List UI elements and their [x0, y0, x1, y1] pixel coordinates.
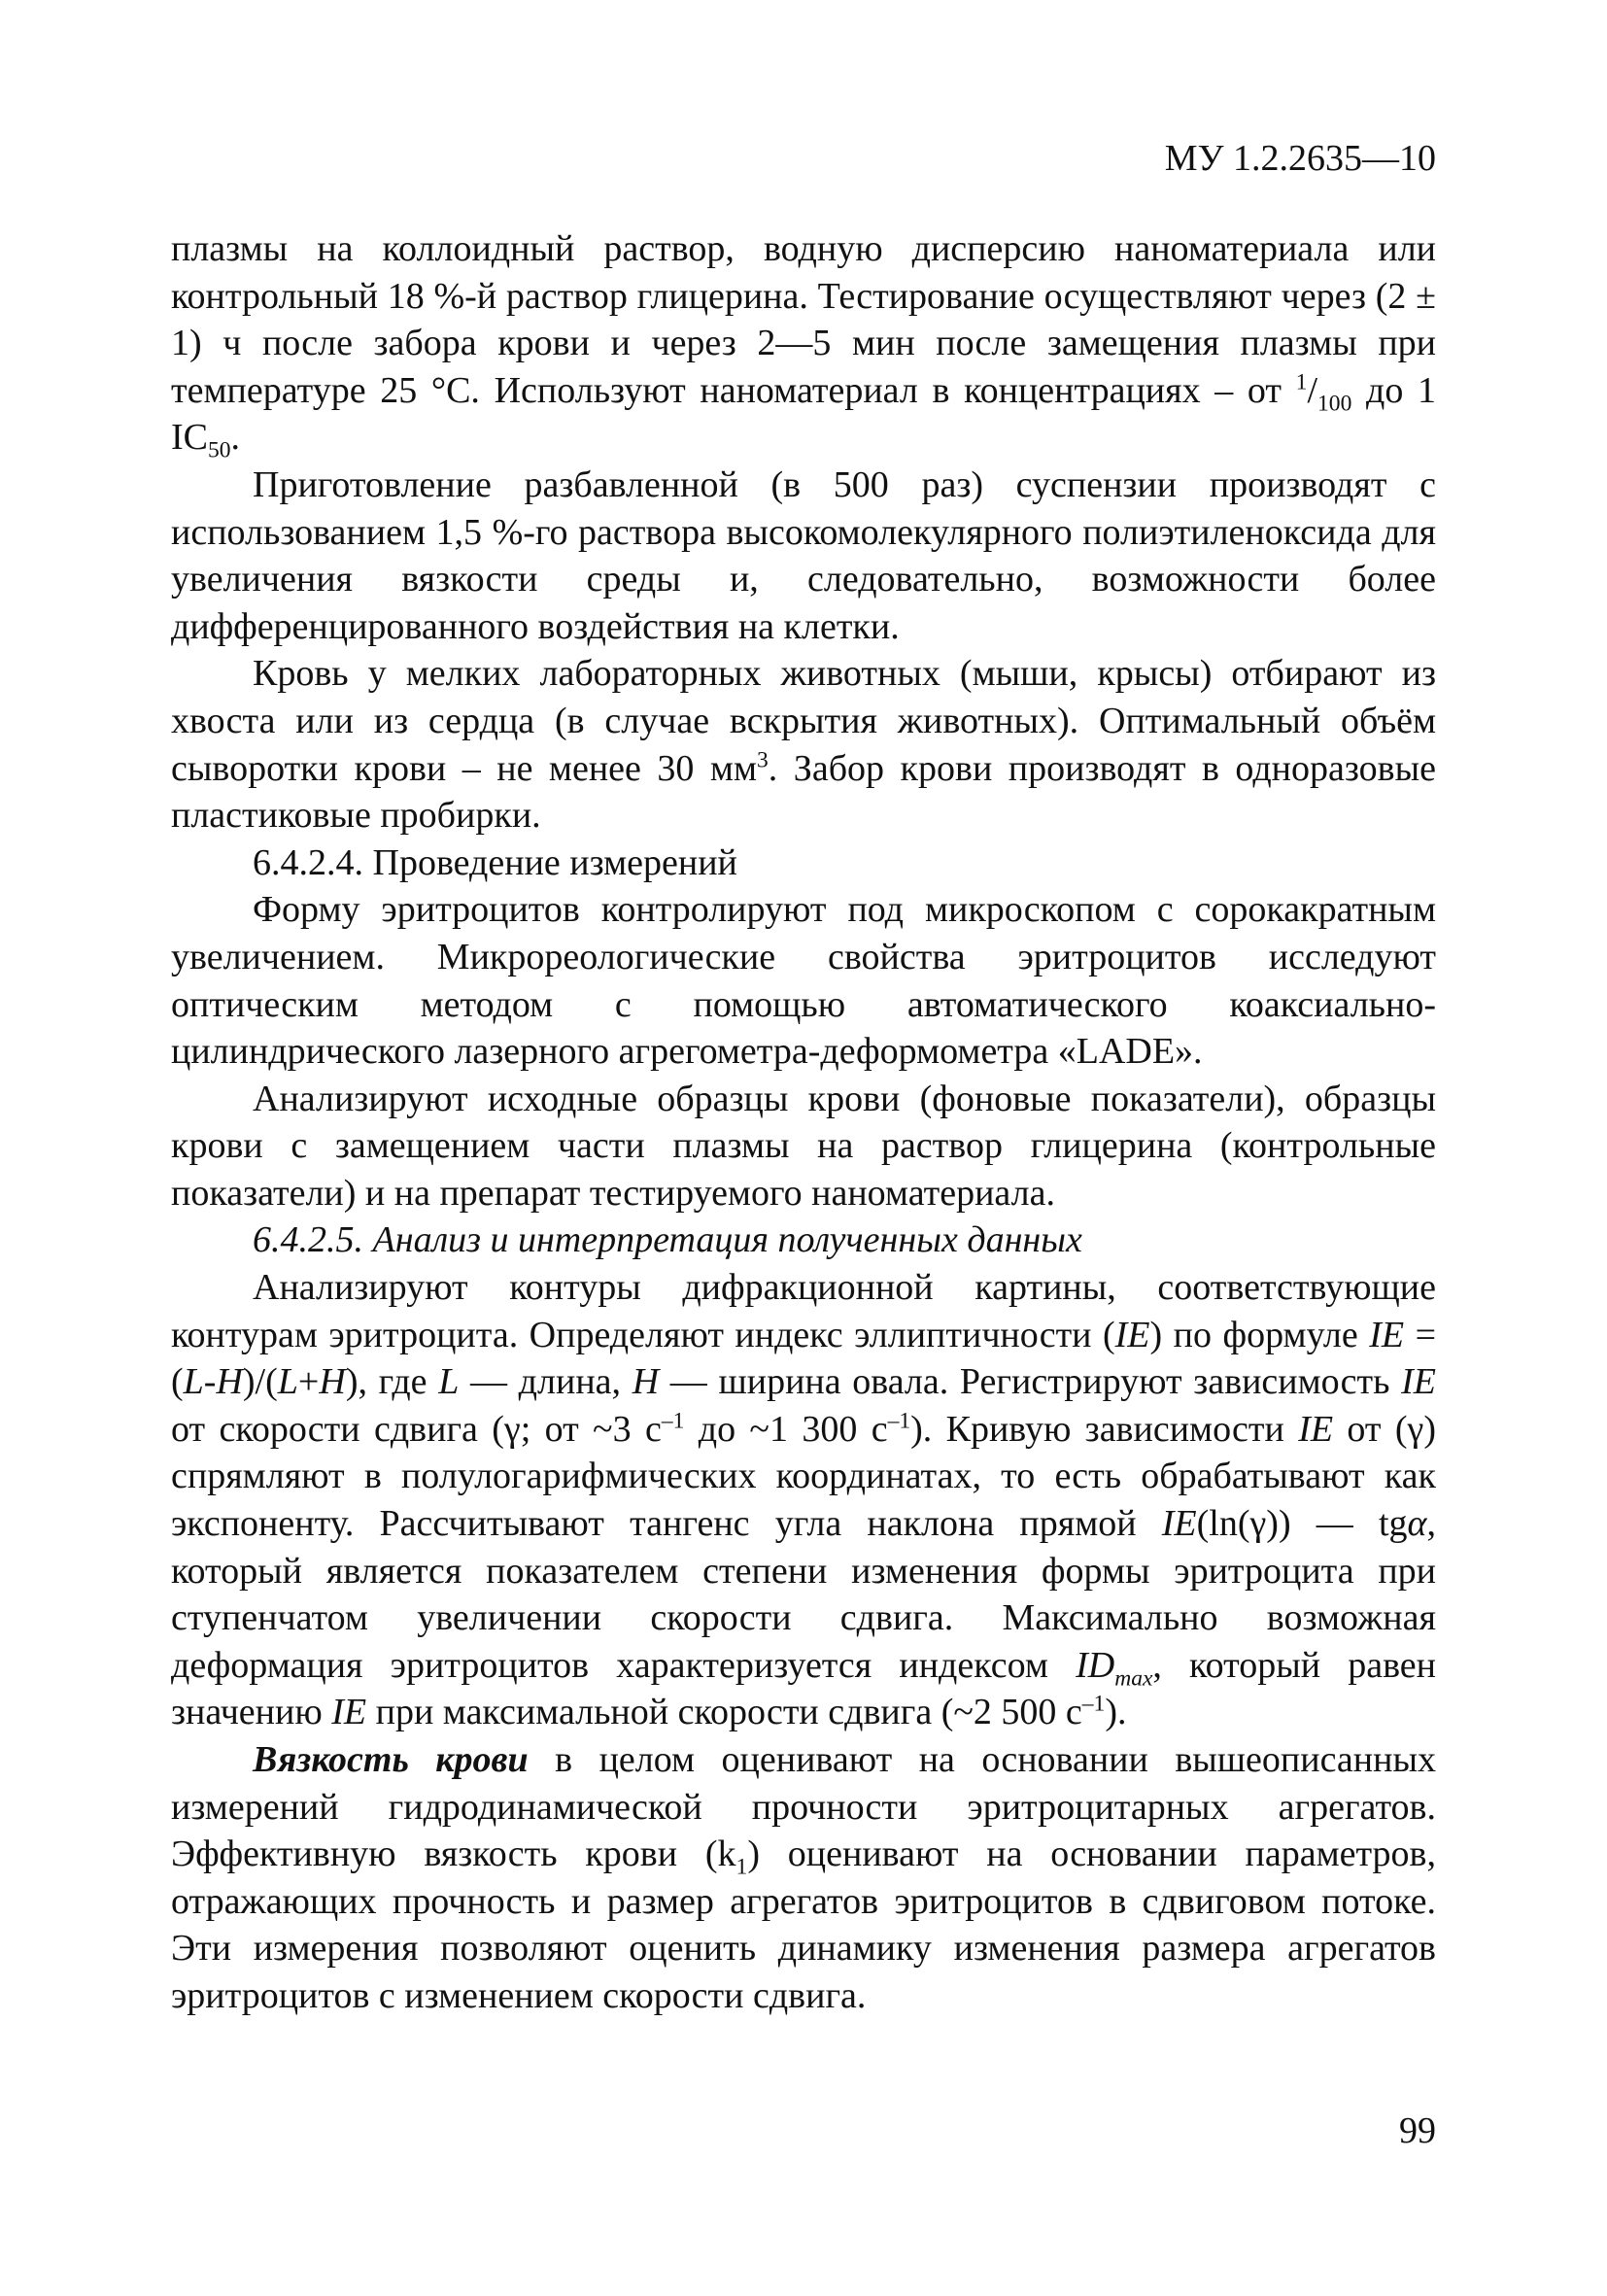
page-number: 99	[1399, 2110, 1436, 2151]
paragraph-blood-sampling: Кровь у мелких лабораторных животных (мыши, крысы) отбирают из хвоста или из сердца (в случае вскрытия животных). Оптимальный объём сыворотки крови – не менее 30 $мм^3$. Забор крови производят в одноразовые пластиковые пробирки.	[171, 653, 1436, 837]
section-heading-measurements: 6.4.2.4. Проведение измерений	[253, 841, 737, 883]
document-id-header: МУ 1.2.2635—10	[1164, 138, 1436, 179]
paragraph-samples-analysis: Анализируют исходные образцы крови (фоновые показатели), образцы крови с замещением части плазмы на раствор глицерина (контрольные показатели) и на препарат тестируемого наноматериала.	[171, 1078, 1436, 1214]
body-text	[171, 225, 1436, 2020]
paragraph-plasma-replacement: плазмы на коллоидный раствор, водную дисперсию наноматериала или контрольный 18 %-й раствор глицерина. Тестирование осуществляют через (2 ± 1) ч после забора крови и через 2—5 мин после замещения плазмы при температуре 25 °С. Используют наноматериал в концентрациях – от $^1/_{100}$ до 1 $IC_{50}$.	[171, 228, 1436, 463]
paragraph-blood-viscosity: Вязкость крови в целом оценивают на основании вышеописанных измерений гидродинамической прочности эритроцитарных агрегатов. Эффективную вязкость крови $(k_1)$ оценивают на основании параметров, отражающих прочность и размер агрегатов эритроцитов в сдвиговом потоке. Эти измерения позволяют оценить динамику изменения размера агрегатов эритроцитов с изменением скорости сдвига.	[171, 1739, 1436, 2016]
paragraph-ellipticity-index: Анализируют контуры дифракционной картины, соответствующие контурам эритроцита. Определяют индекс эллиптичности (IE) по формуле IE = (L-H)/(L+H), где L — длина, H — ширина овала. Регистрируют зависимость IE от скорости сдвига (γ; от ~3 $с^{-1}$ до ~1 300 $с^{-1}$). Кривую зависимости IE от (γ) спрямляют в полулогарифмических координатах, то есть обрабатывают как экспоненту. Рассчитывают тангенс угла наклона прямой IE(ln(γ)) — tgα, который является показателем степени изменения формы эритроцита при ступенчатом увеличении скорости сдвига. Максимально возможная деформация эритроцитов характеризуется индексом $ID_{max}$, который равен значению IE при максимальной скорости сдвига (~2 500 $с^{-1}$).	[171, 1267, 1437, 1733]
paragraph-suspension-preparation: Приготовление разбавленной (в 500 раз) суспензии производят с использованием 1,5 %-го раствора высокомолекулярного полиэтиленоксида для увеличения вязкости среды и, следовательно, возможности более дифференцированного воздействия на клетки.	[171, 463, 1436, 647]
section-heading-data-analysis: 6.4.2.5. Анализ и интерпретация полученных данных	[253, 1219, 1082, 1261]
bold-term-blood-viscosity: Вязкость крови	[253, 1739, 529, 1780]
paragraph-microscopy: Форму эритроцитов контролируют под микроскопом с сорокакратным увеличением. Микрореологические свойства эритроцитов исследуют оптическим методом с помощью автоматического коаксиально-цилиндрического лазерного агрегометра-деформометра «LADE».	[171, 889, 1436, 1073]
